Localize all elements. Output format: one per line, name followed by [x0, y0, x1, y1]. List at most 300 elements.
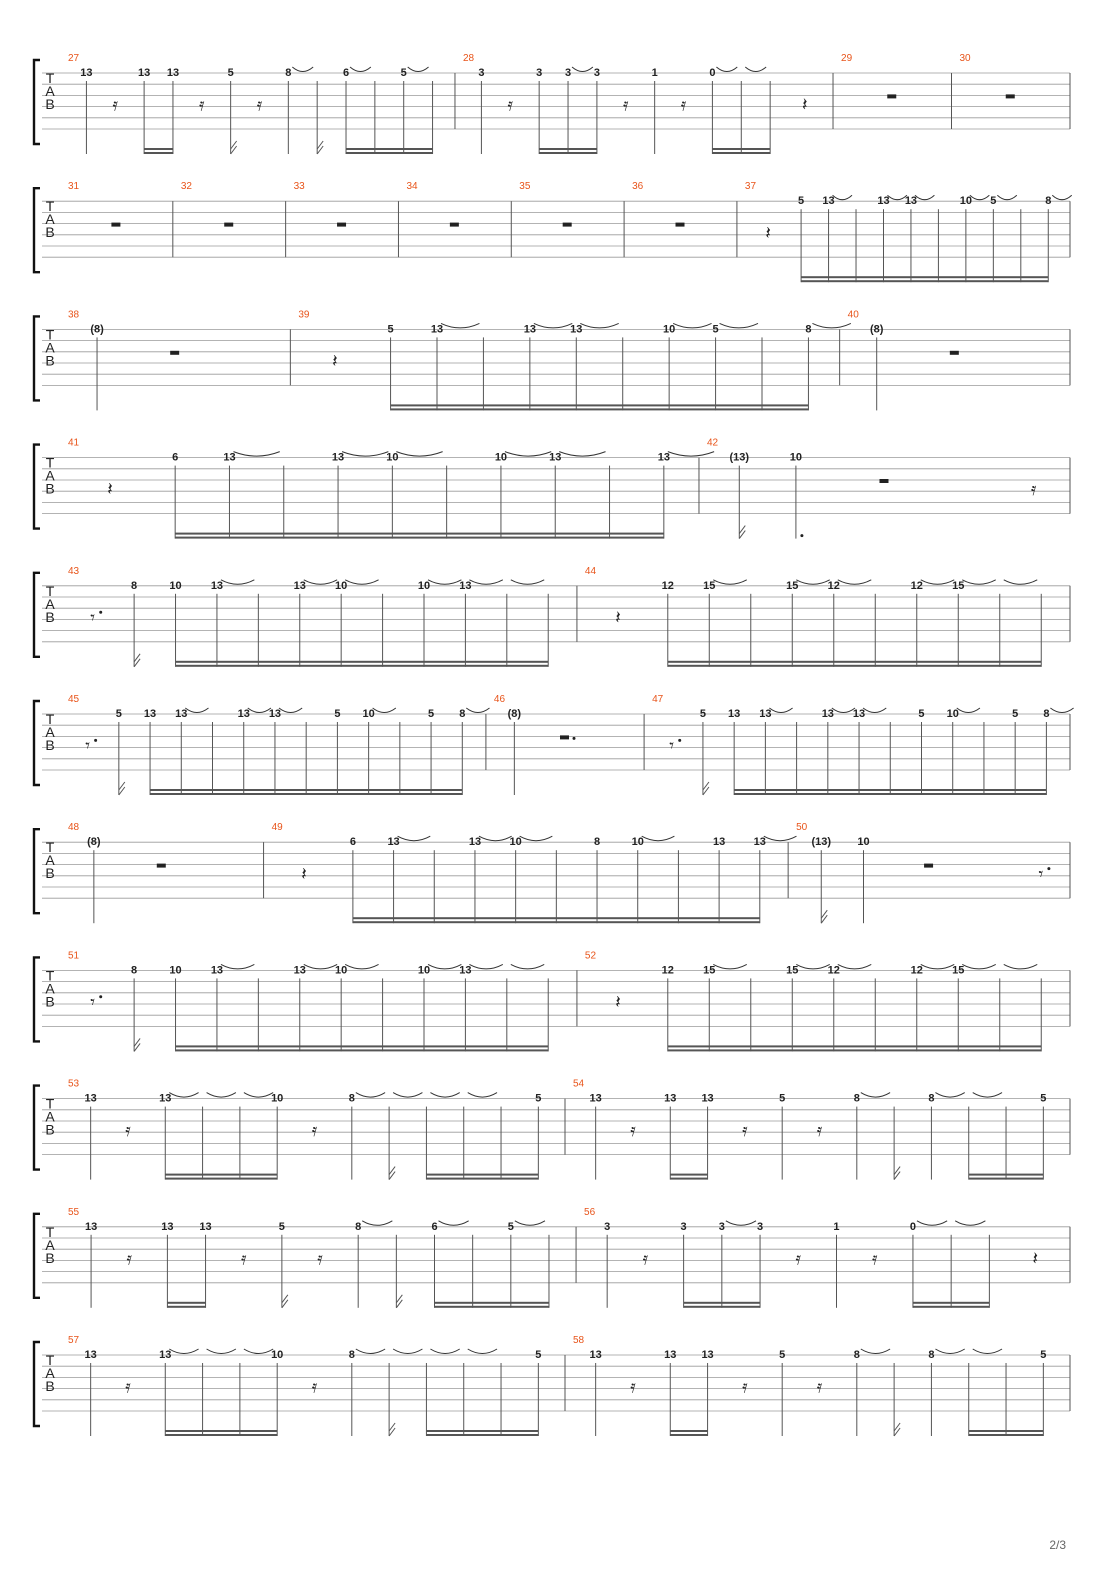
tie-arc	[221, 580, 254, 585]
tie-arc	[720, 323, 758, 328]
eighth-rest: 𝄾	[90, 607, 96, 629]
fret-number: 13	[268, 708, 282, 720]
sixteenth-rest: 𝄿	[680, 94, 687, 116]
tie-arc	[468, 1349, 497, 1354]
tab-system	[34, 566, 1070, 667]
half-rest	[337, 223, 346, 227]
fret-number: 13	[549, 451, 562, 464]
tie-arc	[221, 964, 254, 969]
tab-clef-letter: A	[45, 980, 55, 997]
sixteenth-rest: 𝄿	[871, 1248, 878, 1270]
tab-clef-letter: T	[45, 326, 55, 343]
beam	[668, 661, 1041, 663]
fret-number: 3	[564, 67, 572, 79]
fret-number: 15	[703, 964, 716, 977]
half-rest	[950, 351, 959, 355]
beam	[176, 1049, 549, 1051]
beam	[391, 404, 809, 406]
system-bracket	[34, 829, 40, 913]
tie-arc	[921, 580, 954, 585]
sixteenth-rest: 𝄿	[126, 1248, 132, 1270]
rest-dot	[573, 737, 576, 740]
beam	[969, 1434, 1044, 1436]
tab-system	[34, 1207, 1070, 1308]
half-rest	[560, 735, 569, 739]
measure-number: 42	[706, 437, 719, 449]
sixteenth-rest: 𝄿	[311, 1120, 318, 1142]
fret-number: 10	[946, 708, 959, 720]
tie-arc	[479, 836, 512, 841]
fret-number: 5	[535, 1092, 542, 1105]
tie-arc	[362, 1221, 392, 1226]
tab-system	[34, 309, 1070, 410]
fret-number: 8	[928, 1349, 935, 1361]
half-rest	[111, 223, 120, 227]
fret-number: 13	[159, 1349, 172, 1361]
fret-number: 13	[877, 195, 890, 208]
quarter-rest: 𝄽	[615, 607, 621, 629]
tie-arc	[185, 708, 208, 713]
tie-arc	[393, 1349, 422, 1354]
measure-number: 39	[298, 309, 310, 321]
tab-clef-letter: A	[45, 467, 55, 484]
fret-number: 10	[494, 451, 508, 464]
beam	[176, 1045, 549, 1047]
tab-clef-letter: T	[45, 711, 55, 727]
tab-system	[34, 1335, 1070, 1436]
fret-number: 8	[131, 579, 138, 592]
measure-number: 44	[584, 565, 597, 577]
tab-system	[34, 694, 1074, 795]
note-flag	[894, 1423, 900, 1436]
fret-number: 13	[84, 1092, 97, 1105]
beam	[144, 152, 173, 154]
tab-system	[34, 438, 1070, 539]
beam	[801, 276, 1048, 278]
fret-number: 5	[990, 195, 997, 208]
fret-number: 13	[387, 836, 400, 849]
tab-clef-letter: T	[45, 1223, 55, 1240]
fret-number: 13	[589, 1092, 602, 1105]
measure-number: 31	[68, 181, 80, 193]
fret-number: 13	[821, 708, 834, 720]
tie-arc	[398, 836, 431, 841]
measure-number: 35	[519, 181, 531, 193]
fret-number: 13	[759, 708, 772, 720]
tie-arc	[796, 964, 829, 969]
tie-arc	[716, 67, 737, 72]
fret-number: (8)	[507, 708, 522, 720]
beam	[668, 665, 1041, 667]
system-bracket	[34, 445, 40, 529]
note-flag	[389, 1423, 395, 1436]
beam	[144, 148, 173, 150]
measure-number: 46	[493, 694, 506, 705]
fret-number: 13	[175, 708, 188, 720]
sixteenth-rest: 𝄿	[742, 1376, 748, 1398]
tie-arc	[973, 1349, 1002, 1354]
tie-arc	[572, 67, 593, 72]
tab-clef-letter: B	[45, 865, 55, 882]
tab-clef-letter: B	[45, 224, 55, 241]
eighth-rest: 𝄾	[85, 735, 91, 757]
tie-arc	[1004, 964, 1037, 969]
tie-arc	[345, 580, 378, 585]
system-bracket	[34, 1342, 40, 1426]
fret-number: 1	[833, 1220, 840, 1233]
measure-number: 54	[573, 1078, 585, 1090]
tie-arc	[511, 964, 544, 969]
system-bracket	[34, 316, 40, 400]
beam	[969, 1174, 1044, 1176]
beam	[167, 1306, 205, 1308]
tab-clef-letter: A	[45, 852, 55, 869]
note-flag	[282, 1295, 288, 1308]
measure-number: 34	[406, 181, 418, 193]
note-flag	[821, 910, 827, 923]
fret-number: 0	[909, 1220, 917, 1233]
tab-clef-letter: B	[45, 1121, 55, 1138]
half-rest	[1006, 94, 1015, 98]
fret-number: 13	[523, 323, 536, 336]
fret-number: 13	[331, 451, 345, 464]
measure-number: 41	[68, 437, 80, 449]
half-rest	[224, 223, 233, 227]
fret-number: 10	[386, 451, 399, 464]
tie-arc	[345, 964, 378, 969]
beam	[539, 152, 597, 154]
sixteenth-rest: 𝄿	[816, 1376, 823, 1398]
beam	[165, 1174, 277, 1176]
fret-number: 6	[342, 67, 350, 79]
fret-number: 3	[536, 67, 543, 79]
fret-number: 3	[718, 1220, 725, 1233]
tab-clef-letter: B	[45, 352, 55, 369]
beam	[353, 921, 760, 923]
fret-number: 5	[1040, 1092, 1047, 1105]
fret-number: 5	[1012, 708, 1019, 720]
tie-arc	[833, 195, 852, 200]
tie-arc	[973, 1093, 1002, 1098]
tab-clef-letter: A	[45, 211, 55, 228]
system-bracket	[34, 1086, 40, 1170]
tie-arc	[713, 580, 746, 585]
tab-clef-letter: A	[45, 83, 55, 99]
tab-system	[34, 181, 1072, 282]
beam	[346, 152, 433, 154]
tie-arc	[207, 1093, 236, 1098]
fret-number: 5	[334, 708, 341, 720]
measure-number: 56	[584, 1206, 596, 1218]
tab-system	[34, 53, 1070, 154]
fret-number: 12	[827, 964, 840, 977]
fret-number: 8	[355, 1220, 362, 1233]
measure-number: 29	[841, 53, 853, 64]
measure-number: 51	[68, 950, 80, 962]
tie-arc	[469, 580, 502, 585]
beam	[165, 1434, 277, 1436]
tab-clef-letter: B	[45, 1249, 55, 1266]
tie-arc	[373, 708, 396, 713]
tab-clef-letter: B	[45, 1378, 55, 1394]
tab-clef-letter: T	[45, 839, 55, 856]
tie-arc	[955, 1221, 985, 1226]
fret-number: 6	[349, 836, 356, 849]
fret-number: 15	[786, 964, 799, 977]
fret-number: 6	[172, 451, 179, 464]
fret-number: (13)	[811, 836, 832, 849]
fret-number: 8	[348, 1349, 355, 1361]
tie-arc	[408, 67, 429, 72]
beam	[435, 1306, 549, 1308]
fret-number: 3	[604, 1220, 611, 1233]
measure-number: 38	[68, 309, 80, 321]
fret-number: 13	[459, 964, 472, 977]
beam	[734, 793, 1046, 795]
fret-number: 12	[827, 579, 840, 592]
fret-number: 5	[918, 708, 925, 720]
tie-arc	[304, 964, 337, 969]
sixteenth-rest: 𝄿	[507, 94, 514, 116]
fret-number: 10	[271, 1092, 284, 1105]
tie-arc	[244, 1349, 273, 1354]
beam	[801, 280, 1048, 282]
tab-clef-letter: A	[45, 1236, 55, 1253]
tie-arc	[970, 195, 989, 200]
fret-number: 10	[335, 964, 348, 977]
tie-arc	[580, 323, 618, 328]
fret-number: 13	[293, 579, 306, 592]
rest-dot	[99, 611, 102, 614]
fret-number: 13	[852, 708, 866, 720]
tie-arc	[642, 836, 675, 841]
measure-number: 45	[68, 694, 80, 705]
measure-number: 57	[68, 1335, 80, 1346]
beam	[435, 1302, 549, 1304]
quarter-rest: 𝄽	[301, 863, 307, 885]
tab-clef-letter: T	[45, 967, 55, 984]
tie-arc	[863, 708, 886, 713]
measure-number: 52	[584, 950, 597, 962]
tie-arc	[428, 964, 461, 969]
beam	[391, 408, 809, 410]
beam	[712, 152, 770, 154]
system-bracket	[34, 701, 40, 785]
tab-clef-letter: T	[45, 198, 55, 215]
tie-arc	[917, 1221, 947, 1226]
tie-arc	[559, 452, 605, 457]
beam	[969, 1178, 1044, 1180]
tab-clef-letter: T	[45, 454, 55, 471]
tab-clef-letter: T	[45, 1095, 55, 1112]
beam	[668, 1045, 1041, 1047]
fret-number: 5	[779, 1349, 786, 1361]
beam	[176, 661, 549, 663]
beam	[539, 148, 597, 150]
fret-number: 3	[478, 67, 485, 79]
tie-arc	[169, 1093, 198, 1098]
note-flag	[389, 1167, 395, 1180]
fret-number: 15	[952, 964, 965, 977]
fret-number: 5	[712, 323, 719, 336]
fret-number: 13	[657, 451, 670, 464]
quarter-rest: 𝄽	[802, 94, 808, 116]
tie-arc	[1052, 195, 1071, 200]
tie-arc	[511, 580, 544, 585]
eighth-rest: 𝄾	[669, 735, 675, 757]
note-flag	[134, 1038, 140, 1051]
fret-number: (8)	[90, 323, 104, 336]
fret-number: 10	[857, 836, 870, 849]
tie-arc	[428, 580, 461, 585]
beam	[684, 1306, 760, 1308]
fret-number: 13	[199, 1220, 212, 1233]
fret-number: 13	[728, 708, 741, 720]
fret-number: 3	[680, 1220, 687, 1233]
fret-number: 8	[853, 1349, 860, 1361]
measure-number: 32	[180, 181, 192, 193]
tab-clef-letter: T	[45, 582, 55, 599]
sixteenth-rest: 𝄿	[317, 1248, 323, 1270]
fret-number: 13	[137, 67, 151, 79]
fret-number: 13	[293, 964, 306, 977]
beam	[165, 1178, 277, 1180]
tie-arc	[169, 1349, 198, 1354]
fret-number: 13	[822, 195, 835, 208]
quarter-rest: 𝄽	[1032, 1248, 1039, 1270]
fret-number: 8	[131, 964, 138, 977]
tie-arc	[838, 580, 871, 585]
fret-number: 3	[756, 1220, 764, 1233]
fret-number: 8	[285, 67, 292, 79]
tie-arc	[469, 964, 502, 969]
fret-number: 13	[664, 1349, 677, 1361]
measure-number: 28	[462, 53, 475, 64]
quarter-rest: 𝄽	[765, 222, 771, 244]
sixteenth-rest: 𝄿	[630, 1120, 636, 1142]
tie-arc	[430, 1093, 459, 1098]
page-number: 2/3	[1049, 1538, 1066, 1552]
beam	[684, 1302, 760, 1304]
fret-number: 5	[115, 708, 122, 720]
beam	[150, 789, 462, 791]
note-flag	[119, 782, 125, 795]
fret-number: 0	[709, 67, 716, 79]
tab-clef-letter: B	[45, 480, 55, 497]
tie-arc	[393, 1093, 422, 1098]
measure-number: 27	[68, 53, 80, 64]
tie-arc	[356, 1349, 385, 1354]
tie-arc	[668, 452, 714, 457]
tab-clef-letter: B	[45, 96, 55, 112]
measure-number: 58	[573, 1335, 585, 1346]
rest-dot	[94, 739, 97, 742]
measure-number: 53	[68, 1078, 80, 1090]
fret-number: 15	[703, 579, 716, 592]
fret-number: 13	[589, 1349, 602, 1361]
half-rest	[563, 223, 572, 227]
sixteenth-rest: 𝄿	[816, 1120, 823, 1142]
fret-number: 12	[661, 579, 674, 592]
fret-number: 10	[362, 708, 375, 720]
fret-number: 8	[593, 836, 601, 849]
fret-number: 5	[798, 195, 805, 208]
sixteenth-rest: 𝄿	[630, 1376, 636, 1398]
fret-number: (8)	[87, 836, 101, 849]
beam	[668, 1049, 1041, 1051]
tie-arc	[505, 452, 551, 457]
fret-number: (13)	[729, 451, 750, 464]
beam	[165, 1430, 277, 1432]
tie-arc	[812, 323, 850, 328]
tie-arc	[356, 1093, 385, 1098]
fret-number: 5	[1040, 1349, 1047, 1361]
beam	[969, 1430, 1044, 1432]
note-flag	[231, 141, 237, 154]
tie-arc	[997, 195, 1016, 200]
note-flag	[703, 782, 709, 795]
tab-clef-letter: B	[45, 993, 55, 1010]
rest-dot	[99, 995, 102, 998]
beam	[670, 1178, 707, 1180]
tie-arc	[745, 67, 766, 72]
fret-number: 5	[227, 67, 234, 79]
tab-clef-letter: A	[45, 595, 55, 612]
fret-number: 10	[663, 323, 676, 336]
beam	[353, 917, 760, 919]
fret-number: 13	[753, 836, 766, 849]
tie-arc	[921, 964, 954, 969]
fret-number: 13	[223, 451, 236, 464]
measure-number: 47	[652, 694, 664, 705]
fret-number: 10	[631, 836, 644, 849]
tab-system	[34, 822, 1070, 923]
tie-arc	[962, 964, 995, 969]
tie-arc	[935, 1093, 964, 1098]
tab-system	[34, 1079, 1070, 1180]
sixteenth-rest: 𝄿	[1030, 479, 1037, 501]
fret-number: 5	[278, 1220, 285, 1233]
system-bracket	[34, 957, 40, 1041]
fret-number: 13	[701, 1349, 714, 1361]
tie-arc	[248, 708, 271, 713]
fret-number: 13	[84, 1349, 97, 1361]
fret-number: 8	[459, 708, 466, 720]
eighth-rest: 𝄾	[90, 992, 96, 1013]
sixteenth-rest: 𝄿	[125, 1120, 131, 1142]
fret-number: 1	[651, 67, 658, 79]
fret-number: 13	[459, 579, 472, 592]
fret-number: 8	[348, 1092, 355, 1105]
fret-number: 13	[166, 67, 180, 79]
system-bracket	[34, 60, 40, 144]
tie-arc	[279, 708, 302, 713]
tie-arc	[233, 452, 279, 457]
beam	[426, 1174, 538, 1176]
tie-arc	[342, 452, 388, 457]
fret-number: 10	[169, 964, 182, 977]
tie-arc	[957, 708, 980, 713]
sixteenth-rest: 𝄿	[795, 1248, 802, 1270]
sixteenth-rest: 𝄿	[112, 94, 119, 116]
tab-clef-letter: T	[45, 70, 55, 86]
sixteenth-rest: 𝄿	[199, 94, 205, 116]
tie-arc	[350, 67, 371, 72]
fret-number: 5	[400, 67, 407, 79]
tie-arc	[713, 964, 746, 969]
fret-number: 13	[570, 323, 583, 336]
fret-number: 13	[161, 1220, 174, 1233]
